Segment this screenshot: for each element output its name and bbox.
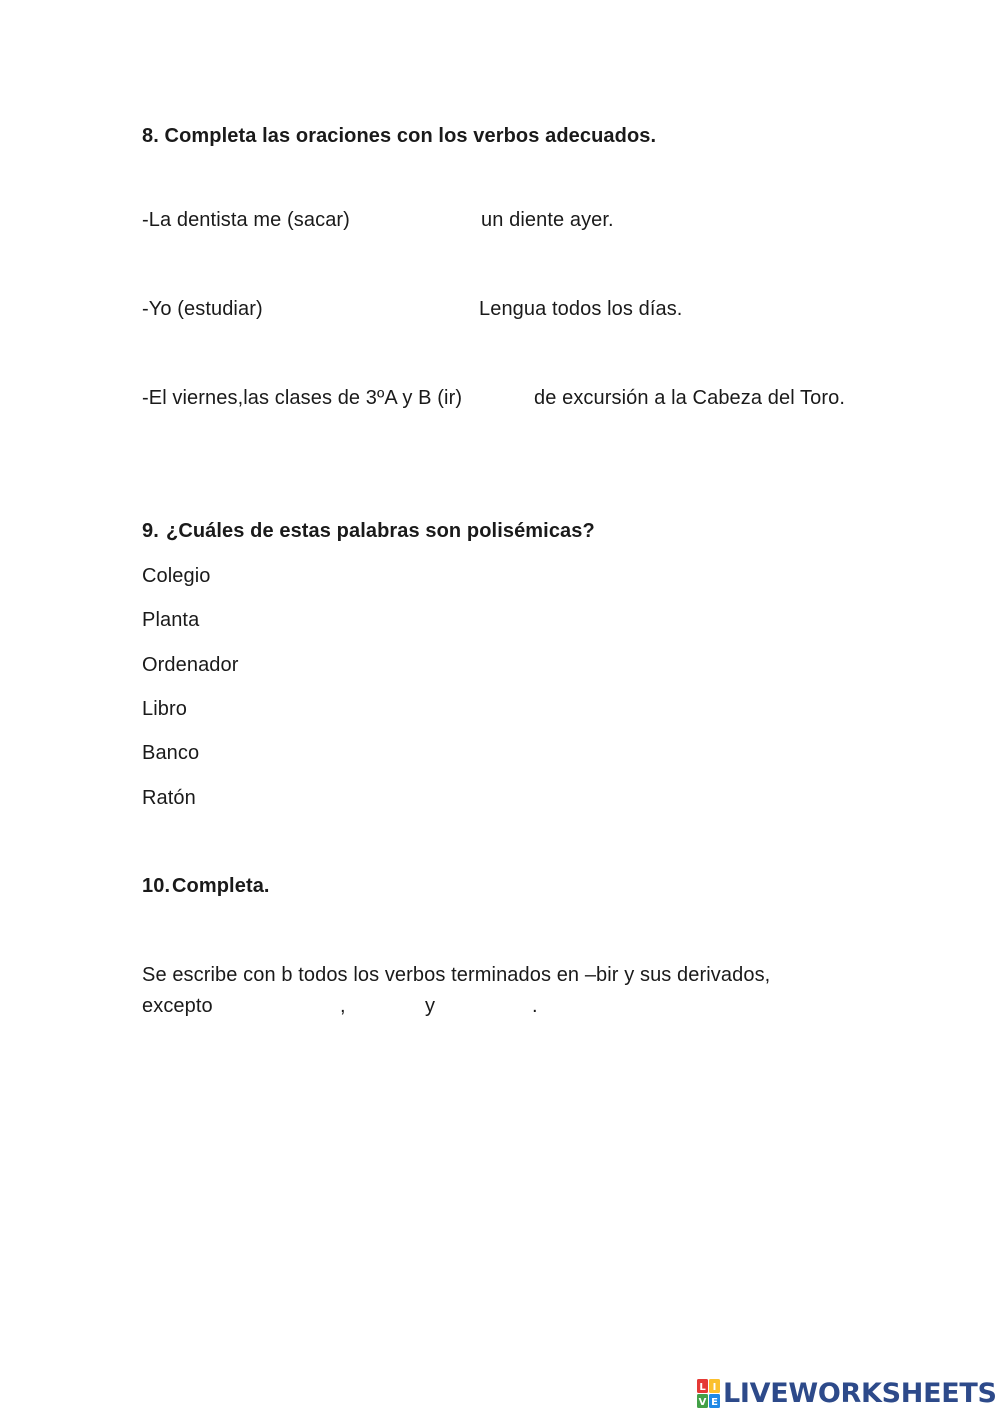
sentence-3-prefix: -El viernes,las clases de 3ºA y B (ir) xyxy=(142,387,463,409)
svg-text:E: E xyxy=(711,1397,718,1408)
exception-1-input[interactable] xyxy=(222,992,336,1018)
sentence-3-answer-input[interactable] xyxy=(476,384,528,410)
exception-2-input[interactable] xyxy=(352,992,420,1018)
sentence-1-prefix: -La dentista me (sacar) xyxy=(142,209,350,231)
liveworksheets-logo xyxy=(697,1378,997,1410)
word-option[interactable]: Ordenador xyxy=(142,654,239,676)
exercise-8-title: 8. Completa las oraciones con los verbos adecuados. xyxy=(142,125,657,147)
rule-line-2-start: excepto xyxy=(142,995,213,1017)
exercise-9-number: 9. xyxy=(142,520,159,542)
sentence-2-suffix: Lengua todos los días. xyxy=(479,298,683,320)
sentence-2-answer-input[interactable] xyxy=(280,295,470,321)
liveworksheets-logo-icon xyxy=(697,1379,721,1409)
sentence-1-suffix: un diente ayer. xyxy=(481,209,614,231)
exercise-10-title: Completa. xyxy=(172,875,270,897)
svg-text:V: V xyxy=(698,1397,707,1408)
word-option[interactable]: Libro xyxy=(142,698,187,720)
period: . xyxy=(532,995,538,1017)
liveworksheets-logo-text: LIVEWORKSHEETS xyxy=(723,1378,997,1409)
sentence-2-prefix: -Yo (estudiar) xyxy=(142,298,263,320)
sentence-3-suffix: de excursión a la Cabeza del Toro. xyxy=(534,387,845,409)
sentence-1-answer-input[interactable] xyxy=(366,206,474,232)
word-option[interactable]: Ratón xyxy=(142,787,196,809)
word-option[interactable]: Planta xyxy=(142,609,200,631)
exception-3-input[interactable] xyxy=(440,992,530,1018)
exercise-9-title: ¿Cuáles de estas palabras son polisémicas? xyxy=(166,520,595,542)
exercise-10-number: 10. xyxy=(142,875,171,897)
word-option[interactable]: Banco xyxy=(142,742,200,764)
y-connector: y xyxy=(425,995,436,1017)
svg-text:I: I xyxy=(712,1382,717,1393)
svg-text:L: L xyxy=(699,1382,706,1393)
word-option[interactable]: Colegio xyxy=(142,565,211,587)
rule-line-1: Se escribe con b todos los verbos terminados en –bir y sus derivados, xyxy=(142,964,771,986)
comma-separator: , xyxy=(340,995,346,1017)
